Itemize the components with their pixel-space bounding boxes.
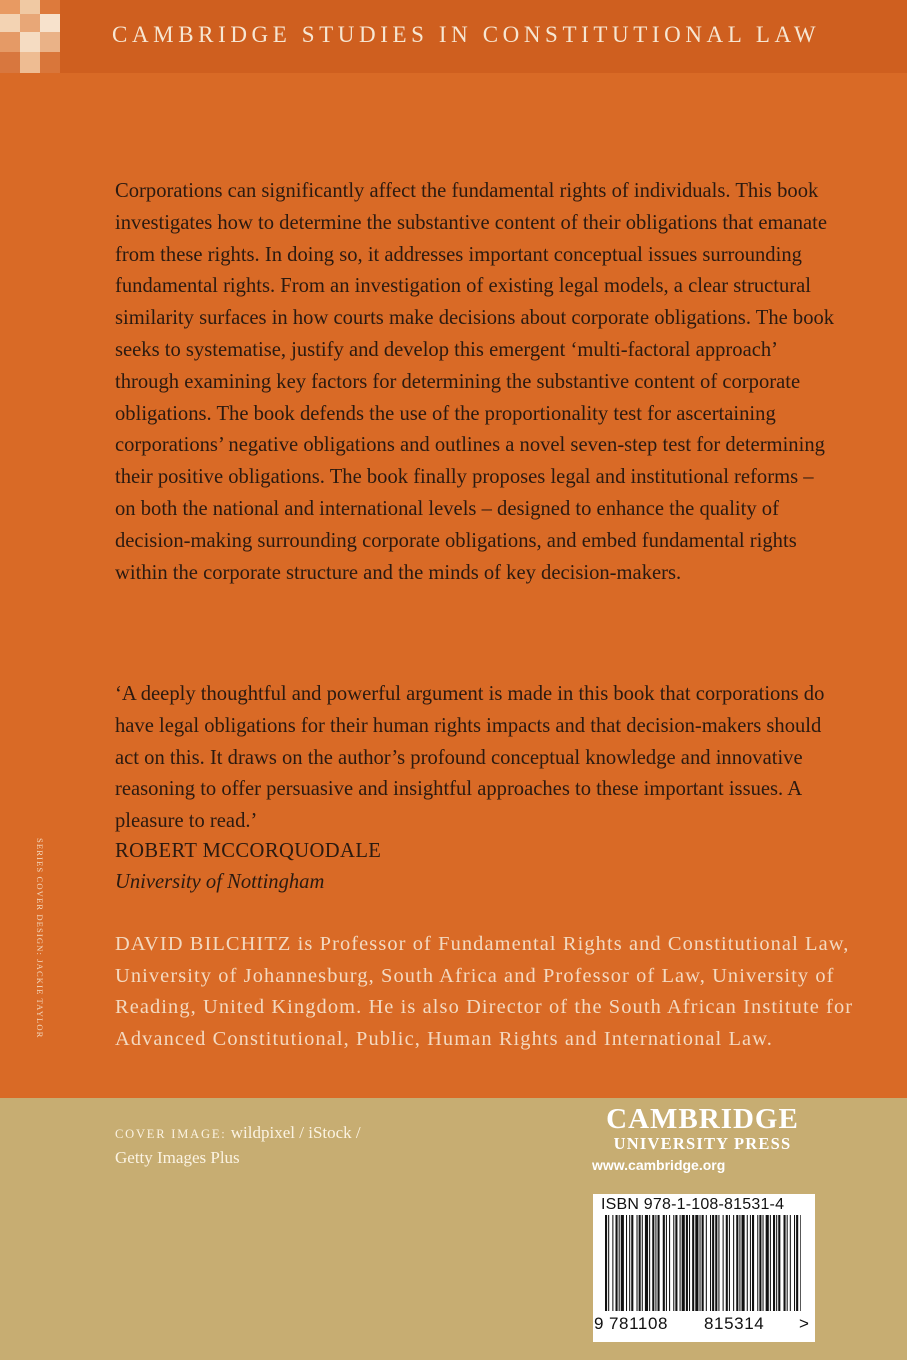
series-design-credit <box>34 838 46 1088</box>
series-header-band <box>0 0 907 73</box>
endorsement-quote: ‘A deeply thoughtful and powerful argument is made in this book that corporations do have legal obligations for their human rights impacts and that decision-makers should act on this. It draws on the author’s profound conceptual knowledge and innovative reasoning to offer persuasive and insightful approaches to these important issues. A pleasure to read.’ <box>115 683 825 833</box>
barcode-group-right: 815314 <box>704 1314 765 1333</box>
author-bio: DAVID BILCHITZ is Professor of Fundamental Rights and Constitutional Law, University of Johannesburg, South Africa and Professor of Law, University of Reading, United Kingdom. He is also Director of the South African Institute for Advanced Constitutional, Public, Human Rights and International Law. <box>115 933 854 1050</box>
endorsement-affiliation: University of Nottingham <box>115 871 325 893</box>
series-title: CAMBRIDGE STUDIES IN CONSTITUTIONAL LAW <box>112 22 821 47</box>
endorsement-reviewer: ROBERT MCCORQUODALE <box>115 840 382 862</box>
publisher-name: CAMBRIDGE <box>606 1103 799 1135</box>
publisher-url: www.cambridge.org <box>592 1157 726 1173</box>
publisher-logo <box>590 1103 815 1177</box>
barcode-group-left: 781108 <box>609 1314 669 1333</box>
cover-image-credit <box>115 1121 415 1170</box>
book-description: Corporations can significantly affect the fundamental rights of individuals. This book investigates how to determine the substantive content of their obligations that emanate from these rights. In doing so, it addresses important conceptual issues surrounding fundamental rights. From an investigation of existing legal models, a clear structural similarity surfaces in how courts make decisions about corporate obligations. The book seeks to systematise, justify and develop this emergent ‘multi-factoral approach’ through examining key factors for determining the substantive content of corporate obligations. The book defends the use of the proportionality test for ascertaining corporations’ negative obligations and outlines a novel seven-step test for determining their positive obligations. The book finally proposes legal and institutional reforms – on both the national and international levels – designed to enhance the quality of decision-making surrounding corporate obligations, and embed fundamental rights within the corporate structure and the minds of key decision-makers. <box>115 180 835 584</box>
series-design-credit-text: SERIES COVER DESIGN: JACKIE TAYLOR <box>35 838 45 1039</box>
isbn-barcode <box>593 1194 815 1342</box>
cover-credit-line1: wildpixel / iStock / <box>226 1123 361 1142</box>
isbn-number: ISBN 978-1-108-81531-4 <box>601 1196 785 1213</box>
series-logo-squares <box>0 0 60 73</box>
barcode-bars-icon <box>605 1215 801 1319</box>
cover-credit-line2: Getty Images Plus <box>115 1148 240 1167</box>
publisher-press: UNIVERSITY PRESS <box>613 1134 792 1153</box>
barcode-trailer: > <box>799 1314 810 1333</box>
cover-credit-label: COVER IMAGE: <box>115 1127 227 1141</box>
barcode-first-digit: 9 <box>594 1314 605 1333</box>
